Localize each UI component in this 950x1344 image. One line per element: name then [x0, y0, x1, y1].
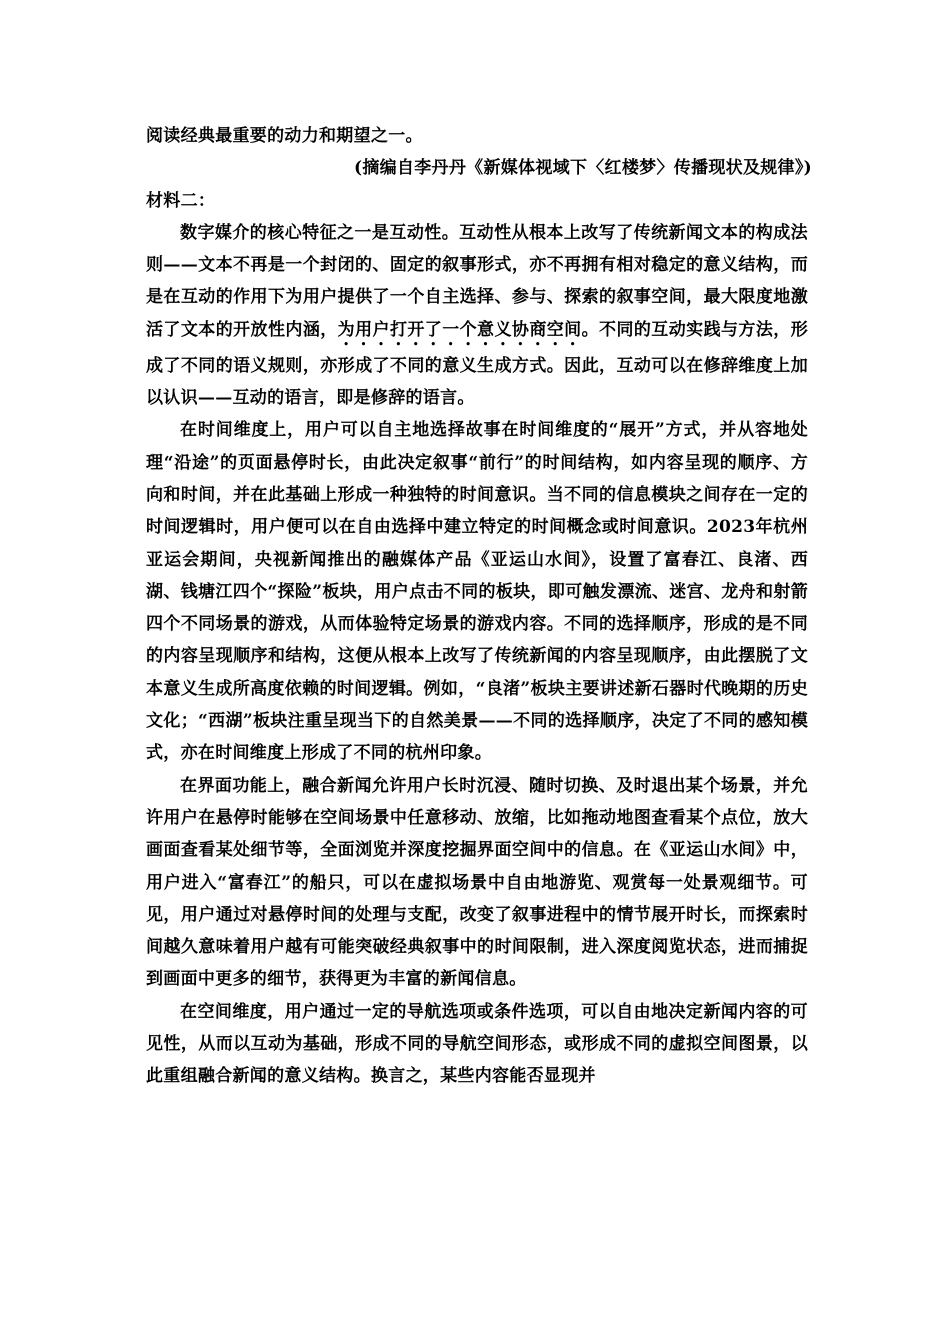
emphasized-phrase: 为用户打开了一个意义协商空间 — [337, 319, 582, 340]
opening-line: 阅读经典最重要的动力和期望之一。 — [146, 126, 423, 146]
paragraph-2: 在时间维度上，用户可以自主地选择故事在时间维度的“展开”方式，并从容地处理“沿途”的页面悬停时长，由此决定叙事“前行”的时间结构，如内容呈现的顺序、方向和时间，并在此基础上形成一种独特的时间意识。当不同的信息模块之间存在一定的时间逻辑时，用户便可以在自由选择中建立特定的时间概念或时间意识。2023年杭州亚运会期间，央视新闻推出的融媒体产品《亚运山水间》，设置了富春江、良渚、西湖、钱塘江四个“探险”板块，用户点击不同的板块，即可触发漂流、迷宫、龙舟和射箭四个不同场景的游戏，从而体验特定场景的游戏内容。不同的选择顺序，形成的是不同的内容呈现顺序和结构，这便从根本上改写了传统新闻的内容呈现顺序，由此摆脱了文本意义生成所高度依赖的时间逻辑。例如，“良渚”板块主要讲述新石器时代晚期的历史文化；“西湖”板块注重呈现当下的自然美景——不同的选择顺序，决定了不同的感知模式，亦在时间维度上形成了不同的杭州印象。 — [146, 420, 808, 764]
section-heading: 材料二： — [146, 190, 216, 211]
paragraph-3: 在界面功能上，融合新闻允许用户长时沉浸、随时切换、及时退出某个场景，并允许用户在悬停时能够在空间场景中任意移动、放缩，比如拖动地图查看某个点位，放大画面查看某处细节等，全面浏览并深度挖掘界面空间中的信息。在《亚运山水间》中，用户进入“富春江”的船只，可以在虚拟场景中自由地游览、观赏每一处景观细节。可见，用户通过对悬停时间的处理与支配，改变了叙事进程中的情节展开时长，而探索时间越久意味着用户越有可能突破经典叙事中的时间限制，进入深度阅览状态，进而捕捉到画面中更多的细节，获得更为丰富的新闻信息。 — [146, 775, 808, 990]
source-citation: (摘编自李丹丹《新媒体视域下〈红楼梦〉传播现状及规律》) — [354, 158, 812, 179]
paragraph-1-text-before: 数字媒介的核心特征之一是互动性。互动性从根本上改写了传统新闻文本的构成法则——文本不再是一个封闭的、固定的叙事形式，亦不再拥有相对稳定的意义结构，而是在互动的作用下为用户提供了一个自主选择、参与、探索的叙事空间，最大限度地激活了文本的开放性内涵， — [146, 222, 808, 340]
paragraph-1 — [146, 217, 808, 414]
paragraph-1-text-after: 。不同的互动实践与方法，形成了不同的语义规则，亦形成了不同的意义生成方式。因此，互动可以在修辞维度上加以认识——互动的语言，即是修辞的语言。 — [146, 319, 808, 409]
paragraph-4: 在空间维度，用户通过一定的导航选项或条件选项，可以自由地决定新闻内容的可见性，从而以互动为基础，形成不同的导航空间形态，或形成不同的虚拟空间图景，以此重组融合新闻的意义结构。换言之，某些内容能否显现并 — [146, 1001, 808, 1087]
document-page — [146, 120, 812, 1093]
